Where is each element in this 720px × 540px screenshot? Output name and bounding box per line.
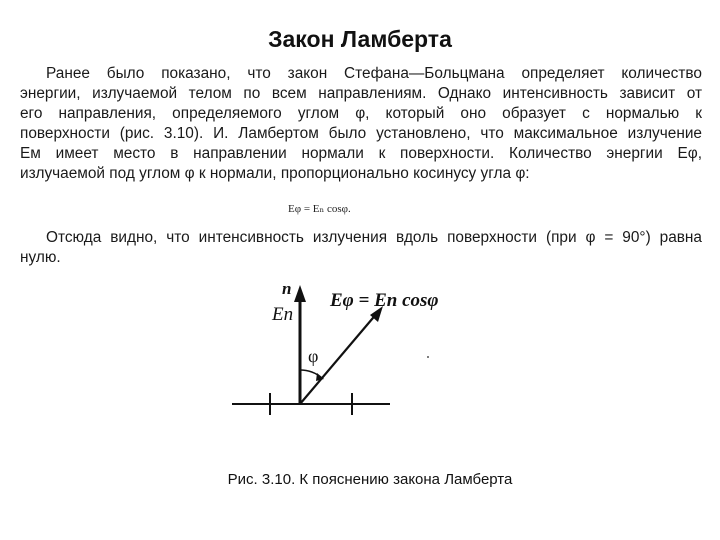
- paragraph-line: Eм имеет место в направлении нормали к поверхности. Количество энергии Eφ,: [20, 145, 702, 162]
- normal-vector-label: En: [272, 304, 294, 325]
- paragraph-line: энергии, излучаемой телом по всем направлениям. Однако интенсивность зависит от: [20, 85, 702, 102]
- paragraph-line: его направления, определяемого углом φ, который оно образует с нормалью к: [20, 105, 702, 122]
- normal-label: n: [282, 279, 292, 298]
- angle-label: φ: [308, 346, 319, 366]
- paragraph-line: поверхности (рис. 3.10). И. Ламбертом было установлено, что максимальное излучение: [20, 125, 702, 142]
- paragraph-line: излучаемой под углом φ к нормали, пропорционально косинусу угла φ:: [20, 165, 530, 182]
- page-title: Закон Ламберта: [268, 26, 452, 52]
- paragraph-line: нулю.: [20, 249, 61, 266]
- normal-arrowhead: [294, 285, 306, 302]
- formula: Eφ = Eₙ cosφ.: [288, 203, 351, 215]
- figure-caption: Рис. 3.10. К пояснению закона Ламберта: [227, 471, 513, 488]
- paragraph-line: Отсюда видно, что интенсивность излучения вдоль поверхности (при φ = 90°) равна: [46, 229, 702, 246]
- paragraph-line: Ранее было показано, что закон Стефана—Больцмана определяет количество: [46, 65, 702, 82]
- equation-label: Eφ = En cosφ: [330, 290, 439, 311]
- stray-dot: [427, 356, 429, 358]
